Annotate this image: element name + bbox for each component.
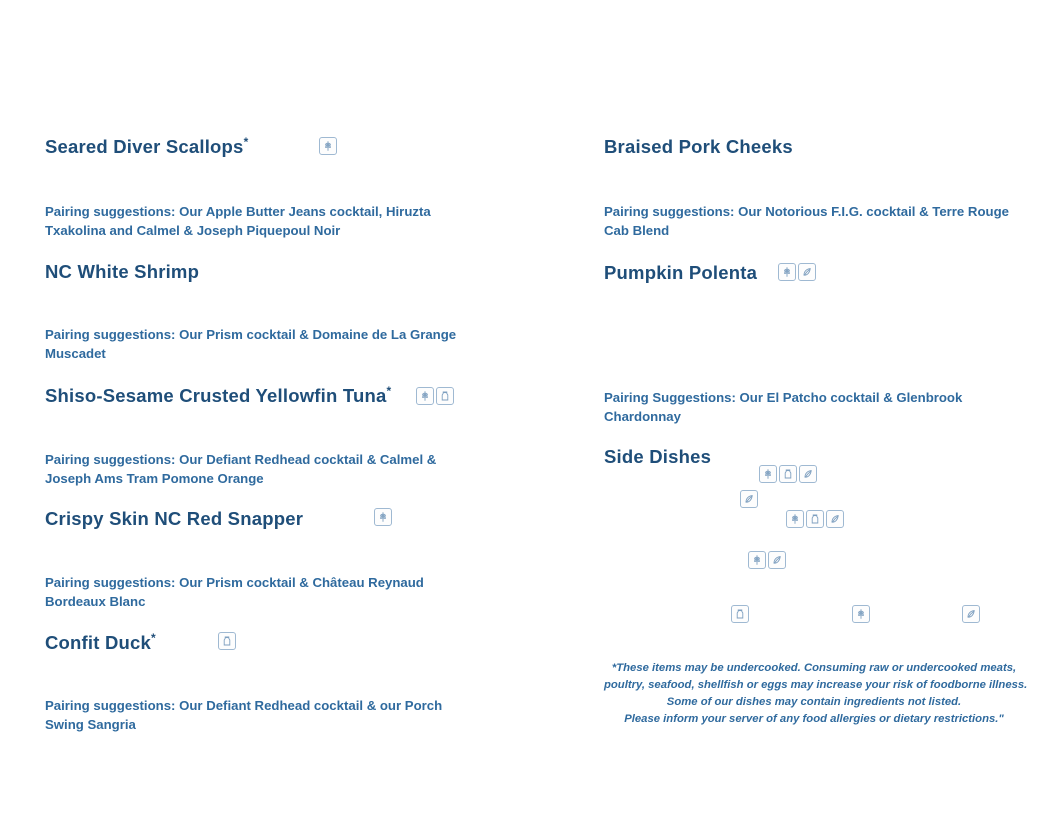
gluten-free-icon: [374, 508, 392, 526]
pairing-suggestion: Pairing suggestions: Our Apple Butter Jeans cocktail, Hiruzta Txakolina and Calmel & Joseph Piquepoul Noir: [45, 204, 431, 238]
gluten-free-icon: [319, 137, 337, 155]
dish-title: [45, 384, 391, 407]
dish-name: Confit Duck: [45, 632, 152, 654]
dish-superscript: *: [151, 631, 156, 645]
allergy-footnote: [604, 660, 1028, 728]
gluten-free-icon: [778, 263, 796, 281]
pairing-suggestion: Pairing suggestions: Our Prism cocktail & Château Reynaud Bordeaux Blanc: [45, 575, 424, 609]
dish-title: [604, 261, 757, 284]
dish-superscript: *: [243, 135, 249, 149]
vegan-icon: [799, 465, 817, 483]
pairing-suggestion: Pairing suggestions: Our Defiant Redhead cocktail & our Porch Swing Sangria: [45, 698, 443, 732]
dish-title: [45, 135, 248, 158]
vegan-icon: [768, 551, 786, 569]
dish-title: [604, 135, 793, 158]
gluten-free-icon: [786, 510, 804, 528]
vegan-icon: [826, 510, 844, 528]
dish-name: Seared Diver Scallops: [45, 136, 244, 158]
dish-icon-group: [218, 632, 236, 650]
pairing-suggestion: Pairing suggestions: Our Prism cocktail & Domaine de La Grange Muscadet: [45, 327, 457, 361]
side-dishes-heading: Side Dishes: [604, 446, 712, 467]
footnote-line: *These items may be undercooked. Consuming raw or undercooked meats,: [611, 662, 1017, 674]
side-dish-icon-group: [852, 605, 870, 623]
side-dish-icon-group: [962, 605, 980, 623]
dairy-free-icon: [731, 605, 749, 623]
side-dish-icon-group: [740, 490, 758, 508]
dish-name: Shiso-Sesame Crusted Yellowfin Tuna: [45, 385, 387, 407]
pairing-suggestion: Pairing Suggestions: Our El Patcho cocktail & Glenbrook Chardonnay: [604, 390, 963, 424]
dairy-free-icon: [218, 632, 236, 650]
dairy-free-icon: [806, 510, 824, 528]
footnote-line: Please inform your server of any food allergies or dietary restrictions.": [624, 713, 1004, 725]
dish-name: Braised Pork Cheeks: [604, 136, 793, 158]
footnote-line: Some of our dishes may contain ingredients not listed.: [666, 696, 962, 708]
vegan-icon: [962, 605, 980, 623]
dish-title: [45, 631, 156, 654]
vegan-icon: [740, 490, 758, 508]
side-dish-icon-group: [731, 605, 749, 623]
gluten-free-icon: [852, 605, 870, 623]
gluten-free-icon: [759, 465, 777, 483]
dish-superscript: *: [386, 384, 392, 398]
dish-icon-group: [416, 387, 454, 405]
dish-icon-group: [319, 137, 337, 155]
vegan-icon: [798, 263, 816, 281]
side-dish-icon-group: [786, 510, 844, 528]
dairy-free-icon: [779, 465, 797, 483]
gluten-free-icon: [748, 551, 766, 569]
dairy-free-icon: [436, 387, 454, 405]
dish-name: NC White Shrimp: [45, 261, 200, 283]
dish-name: Crispy Skin NC Red Snapper: [45, 508, 304, 530]
dish-name: Pumpkin Polenta: [604, 262, 758, 284]
dish-title: [45, 260, 199, 283]
gluten-free-icon: [416, 387, 434, 405]
pairing-suggestion: Pairing suggestions: Our Notorious F.I.G. cocktail & Terre Rouge Cab Blend: [604, 204, 1009, 238]
pairing-suggestion: Pairing suggestions: Our Defiant Redhead cocktail & Calmel & Joseph Ams Tram Pomone Orange: [45, 452, 437, 486]
dish-title: [45, 507, 303, 530]
side-dish-icon-group: [748, 551, 786, 569]
footnote-line: poultry, seafood, shellfish or eggs may increase your risk of foodborne illness.: [604, 679, 1028, 691]
side-dish-icon-group: [759, 465, 817, 483]
dish-icon-group: [778, 263, 816, 281]
dish-icon-group: [374, 508, 392, 526]
